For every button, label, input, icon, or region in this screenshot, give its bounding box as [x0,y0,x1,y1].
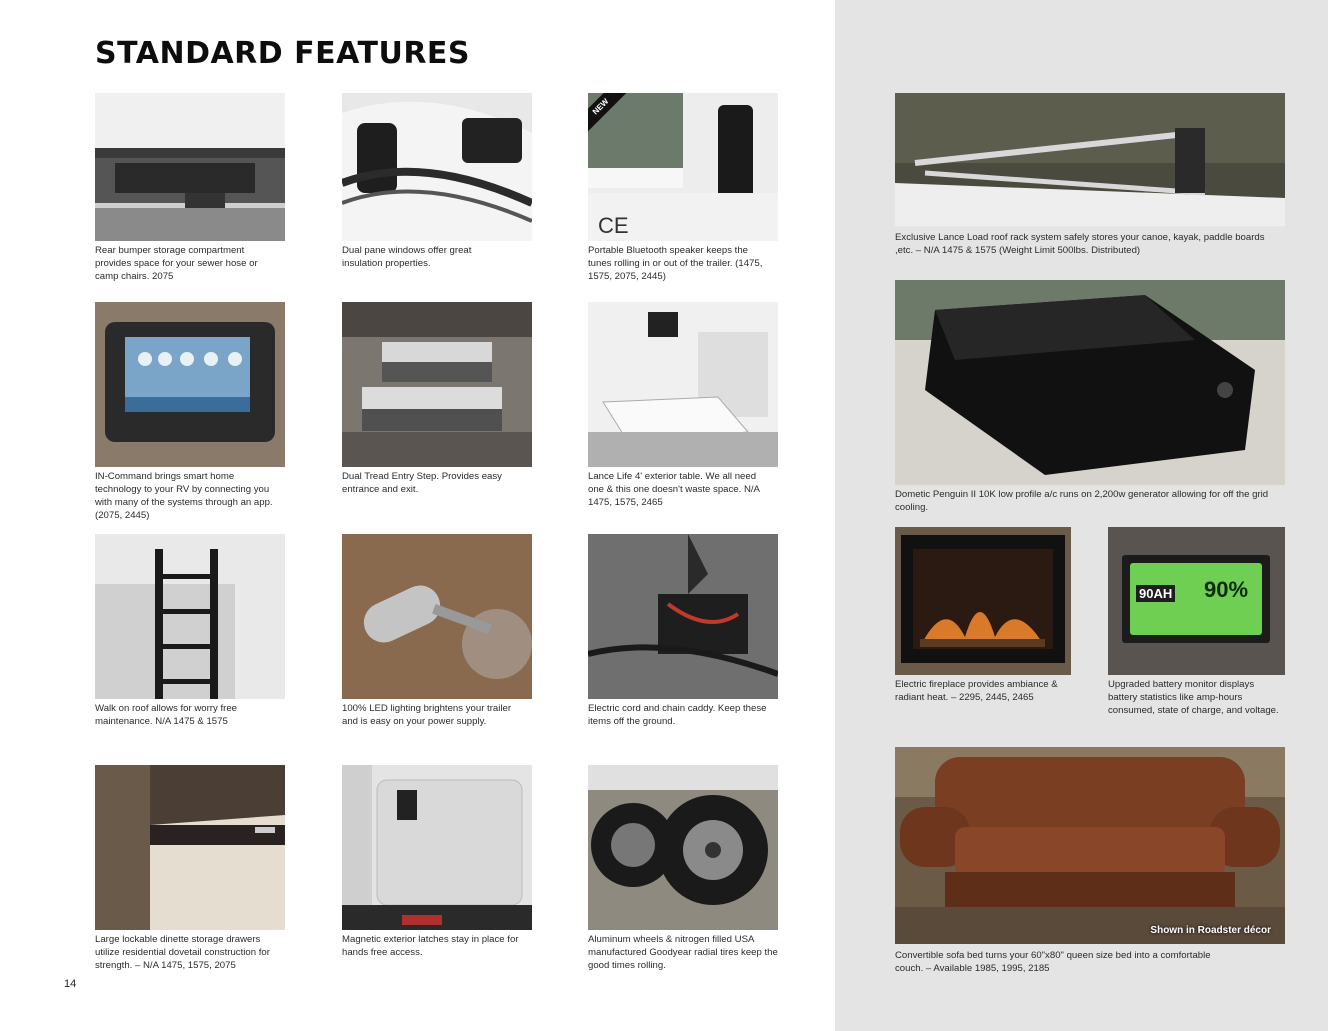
ac-caption: Dometic Penguin II 10K low profile a/c runs on 2,200w generator allowing for off the grid cooling. [895,489,1269,513]
page-number: 14 [64,978,77,990]
entry-step-photo [342,302,532,467]
roof-rack-photo [895,93,1285,226]
rear-bumper-photo [95,93,285,241]
battery-monitor-photo [1108,527,1285,675]
sofa-photo [895,747,1285,944]
bluetooth-photo [588,93,778,241]
roof-rack-caption: Exclusive Lance Load roof rack system safely stores your canoe, kayak, paddle boards ,etc. – N/A 1475 & 1575 (Weight Limit 500lbs. Distributed) [895,232,1265,256]
sofa-decor-label: Shown in Roadster décor [1150,925,1271,936]
entry-step-caption: Dual Tread Entry Step. Provides easy entrance and exit. [342,471,502,495]
rear-bumper-caption: Rear bumper storage compartment provides space for your sewer hose or camp chairs. 2075 [95,245,258,282]
new-badge: NEW [588,93,631,137]
cord-caddy-caption: Electric cord and chain caddy. Keep these items off the ground. [588,703,767,727]
dinette-caption: Large lockable dinette storage drawers utilize residential dovetail construction for strength. – N/A 1475, 1575, 2075 [95,934,270,971]
dual-pane-caption: Dual pane windows offer great insulation properties. [342,245,472,269]
dinette-photo [95,765,285,930]
battery-percent-readout: 90% [1204,577,1249,602]
sofa-caption: Convertible sofa bed turns your 60"x80" queen size bed into a comfortable couch. – Available 1985, 1995, 2185 [895,950,1211,974]
latches-photo [342,765,532,930]
dual-pane-photo [342,93,532,241]
battery-ah-readout: 90AH [1136,585,1175,602]
roof-photo [95,534,285,699]
bluetooth-caption: Portable Bluetooth speaker keeps the tunes rolling in or out of the trailer. (1475, 1575, 2075, 2445) [588,245,763,282]
fireplace-caption: Electric fireplace provides ambiance & radiant heat. – 2295, 2445, 2465 [895,679,1058,703]
roof-caption: Walk on roof allows for worry free maintenance. N/A 1475 & 1575 [95,703,237,727]
led-photo [342,534,532,699]
ac-photo [895,280,1285,485]
latches-caption: Magnetic exterior latches stay in place for hands free access. [342,934,519,958]
wheels-caption: Aluminum wheels & nitrogen filled USA manufactured Goodyear radial tires keep the good times rolling. [588,934,778,971]
cord-caddy-photo [588,534,778,699]
exterior-table-caption: Lance Life 4' exterior table. We all need one & this one doesn't waste space. N/A 1475, 1575, 2465 [588,471,760,508]
wheels-photo [588,765,778,930]
in-command-caption: IN-Command brings smart home technology to your RV by connecting you with many of the systems through an app. (2075, 2445) [95,471,273,521]
fireplace-photo [895,527,1071,675]
battery-monitor-screen [1130,563,1262,635]
svg-text:CE: CE [598,213,629,238]
in-command-photo [95,302,285,467]
battery-monitor-caption: Upgraded battery monitor displays battery statistics like amp-hours consumed, state of charge, and voltage. [1108,679,1279,716]
led-caption: 100% LED lighting brightens your trailer and is easy on your power supply. [342,703,512,727]
page-title: STANDARD FEATURES [95,36,471,71]
exterior-table-photo [588,302,778,467]
